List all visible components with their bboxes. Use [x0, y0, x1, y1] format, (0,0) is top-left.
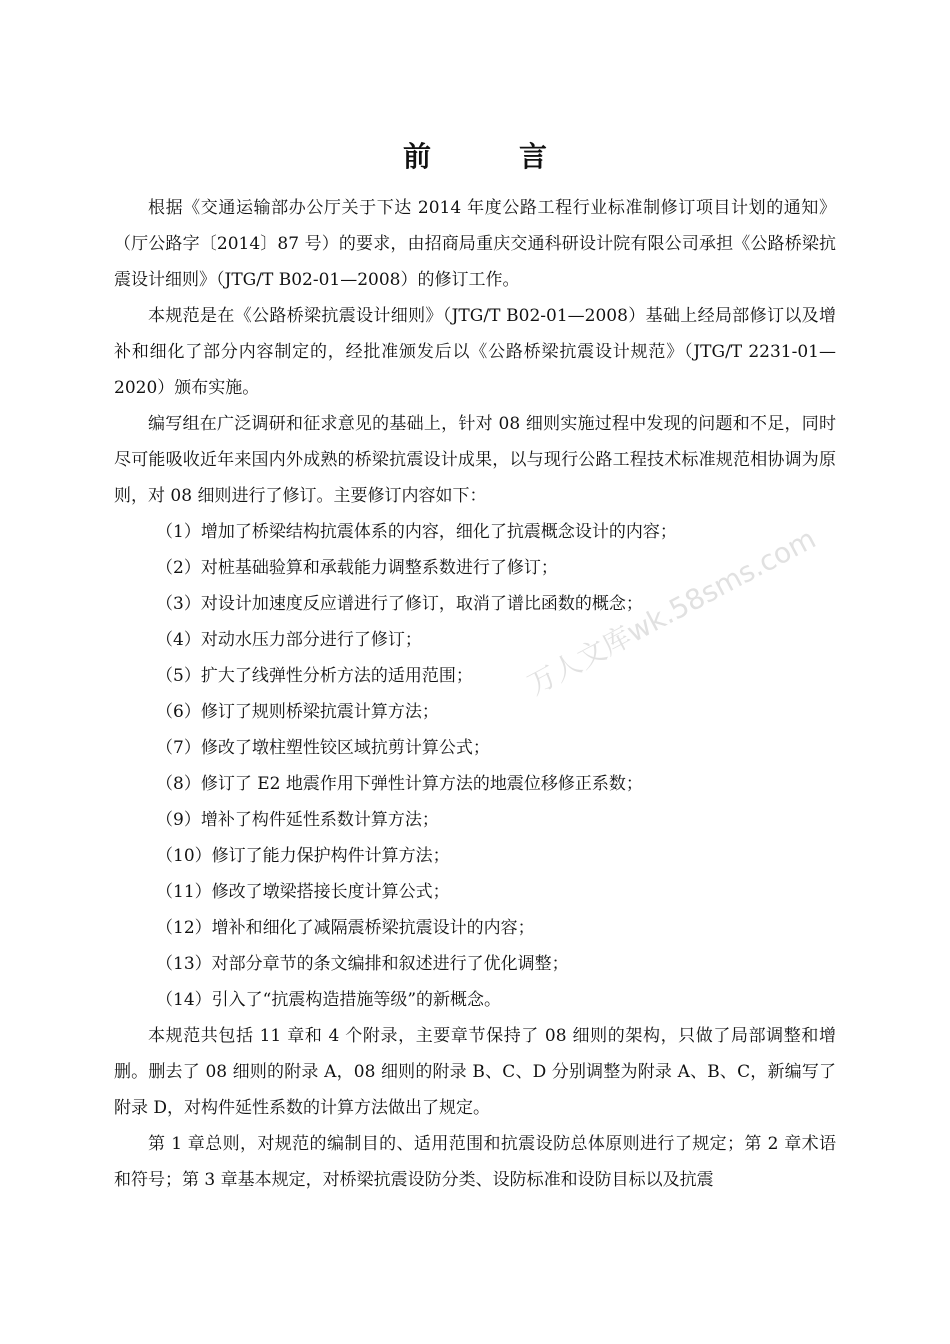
revision-item: （8）修订了 E2 地震作用下弹性计算方法的地震位移修正系数； [156, 774, 643, 794]
revision-item: （13）对部分章节的条文编排和叙述进行了优化调整； [156, 954, 569, 974]
revision-item: （3）对设计加速度反应谱进行了修订，取消了谱比函数的概念； [156, 594, 643, 614]
revision-item: （6）修订了规则桥梁抗震计算方法； [156, 702, 439, 722]
watermark: 万人文库wk.58sms.com [522, 521, 822, 702]
revision-item: （4）对动水压力部分进行了修订； [156, 630, 422, 650]
revision-list [114, 514, 836, 1018]
revision-item: （2）对桩基础验算和承载能力调整系数进行了修订； [156, 558, 558, 578]
page-title: 前 言 [402, 139, 577, 173]
revision-item: （9）增补了构件延性系数计算方法； [156, 810, 439, 830]
paragraph-scope: 本规范是在《公路桥梁抗震设计细则》（JTG/T B02-01—2008）基础上经局部修订以及增补和细化了部分内容制定的，经批准颁发后以《公路桥梁抗震设计规范》（JTG/T 2231-01—2020）颁布实施。 [114, 306, 836, 398]
revision-item: （5）扩大了线弹性分析方法的适用范围； [156, 666, 473, 686]
paragraph-revision-intro: 编写组在广泛调研和征求意见的基础上，针对 08 细则实施过程中发现的问题和不足，同时尽可能吸收近年来国内外成熟的桥梁抗震设计成果，以与现行公路工程技术标准规范相协调为原则，对 08 细则进行了修订。主要修订内容如下： [114, 414, 836, 506]
revision-item: （12）增补和细化了减隔震桥梁抗震设计的内容； [156, 918, 535, 938]
revision-item: （10）修订了能力保护构件计算方法； [156, 846, 450, 866]
paragraph-structure: 本规范共包括 11 章和 4 个附录，主要章节保持了 08 细则的架构，只做了局部调整和增删。删去了 08 细则的附录 A，08 细则的附录 B、C、D 分别调整为附录 A、B、C，新编写了附录 D，对构件延性系数的计算方法做出了规定。 [114, 1026, 836, 1118]
document-body [114, 190, 836, 1198]
paragraph-basis: 根据《交通运输部办公厅关于下达 2014 年度公路工程行业标准制修订项目计划的通知》（厅公路字〔2014〕87 号）的要求，由招商局重庆交通科研设计院有限公司承担《公路桥梁抗震设计细则》（JTG/T B02-01—2008）的修订工作。 [114, 198, 836, 290]
revision-item: （11）修改了墩梁搭接长度计算公式； [156, 882, 450, 902]
paragraph-chapters: 第 1 章总则，对规范的编制目的、适用范围和抗震设防总体原则进行了规定；第 2 章术语和符号；第 3 章基本规定，对桥梁抗震设防分类、设防标准和设防目标以及抗震 [114, 1134, 836, 1190]
revision-item: （7）修改了墩柱塑性铰区域抗剪计算公式； [156, 738, 490, 758]
revision-item: （1）增加了桥梁结构抗震体系的内容，细化了抗震概念设计的内容； [156, 522, 677, 542]
revision-item: （14）引入了“抗震构造措施等级”的新概念。 [156, 990, 502, 1010]
